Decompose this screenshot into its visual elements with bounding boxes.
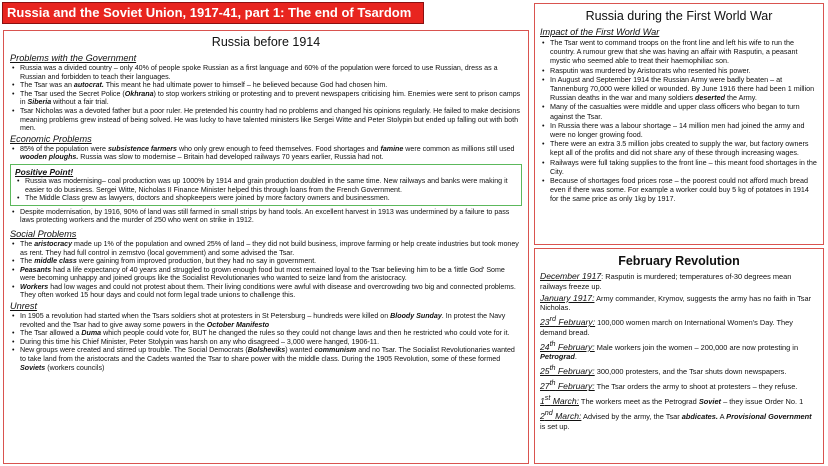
timeline-entry: January 1917: Army commander, Krymov, suggests the army has no faith in Tsar Nicholas.: [540, 292, 812, 313]
timeline-entry: 1st March: The workers meet as the Petrograd Soviet – they issue Order No. 1: [540, 394, 804, 407]
list-item: • Russia was a divided country – only 40% of people spoke Russian as a first language and 60% of the population were forced to use Russian, dress as a Russian and forbidden to teach their languages.: [10, 64, 522, 81]
social-list: [10, 240, 522, 300]
list-item: • The Middle Class grew as lawyers, doctors and shopkeepers were joined by more factory owners and businessmen.: [15, 194, 517, 203]
timeline-entry: 25th February: 300,000 protesters, and the Tsar shuts down newspapers.: [540, 364, 787, 377]
list-item: • During this time his Chief Minister, Peter Stolypin was harsh on any who disagreed – 3,000 were hanged, 1906-11.: [10, 338, 522, 347]
panel-title: Russia during the First World War: [585, 9, 773, 23]
section-heading-government: Problems with the Government: [10, 53, 137, 63]
section-heading-social: Social Problems: [10, 228, 77, 239]
list-item: • The Tsar allowed a Duma which people could vote for, BUT he changed the rules so they could not change laws and then he restricted who could vote for it.: [10, 329, 522, 338]
government-list: [10, 64, 522, 133]
first-world-war-panel: [534, 3, 824, 245]
timeline-entry: 27th February: The Tsar orders the army to shoot at protesters – they refuse.: [540, 379, 798, 392]
list-item: • In August and September 1914 the Russian Army were badly beaten – at Tannenburg 70,000 were killed or wounded. By June 1916 there had been 1 million Russian deaths in the war and many soldiers deserted the Army.: [540, 75, 818, 103]
list-item: • Rasputin was murdered by Aristocrats who resented his power.: [540, 66, 818, 75]
february-revolution-panel: [534, 248, 824, 464]
list-item: • Many of the casualties were middle and upper class officers who began to turn against the Tsar.: [540, 102, 818, 120]
war-list: [540, 38, 818, 204]
list-item: • The Tsar used the Secret Police (Okhrana) to stop workers striking or protesting and to prevent newspapers criticising him. Enemies were sent to prison camps in Siberia without a fair trial.: [10, 90, 522, 107]
list-item: • The Tsar went to command troops on the front line and left his wife to run the country. A rumour grew that she was having an affair with Rasputin, a peasant mystic who seemed able to treat their haemophiliac son.: [540, 38, 818, 66]
timeline-entry: December 1917: Rasputin is murdered; temperatures of-30 degrees mean railways freeze up.: [540, 271, 792, 291]
positive-point-heading: Positive Point!: [15, 166, 74, 177]
russia-before-1914-panel: [3, 30, 529, 464]
list-item: • Russia was modernising– coal production was up 1000% by 1914 and grain production doubled in the same time. New railways and banks were making it easier to do business. Sergei Witte, Nicholas II Finance Minister helped this through loans from the French Government.: [15, 177, 517, 194]
list-item: • In Russia there was a labour shortage – 14 million men had joined the army and were no longer growing food.: [540, 121, 818, 139]
list-item: • Railways were full taking supplies to the front line – this meant food shortages in the City.: [540, 158, 818, 176]
section-heading-economic: Economic Problems: [10, 133, 92, 144]
economic-list: [10, 145, 522, 162]
list-item: • Peasants had a life expectancy of 40 years and struggled to grown enough food but most remained loyal to the Tsar believing him to be a 'little God' Some were becoming unhappy and joined groups like the Socialist Revolutionaries who wanted to seize land from the aristocracy.: [10, 266, 522, 283]
timeline-entry: 23rd February: 100,000 women march on International Women's Day. They demand bread.: [540, 315, 793, 337]
unrest-list: [10, 312, 522, 372]
list-item: • Tsar Nicholas was a devoted father but a poor ruler. He pretended his country had no problems and changed his opinions regularly. He failed to make decisions meaning problems grew instead of being solved. He was lucky to have talented ministers like Sergei Witte and Peter Stolypin but ended up falling out with both men.: [10, 107, 522, 133]
positive-point-box: [10, 164, 522, 206]
timeline-entry: 2nd March: Advised by the army, the Tsar abdicates. A Provisional Government is set up.: [540, 409, 812, 431]
list-item: • The middle class were gaining from improved production, but they had no say in government.: [10, 257, 522, 266]
page-title: Russia and the Soviet Union, 1917-41, part 1: The end of Tsardom: [2, 2, 424, 24]
list-item: • 85% of the population were subsistence farmers who only grew enough to feed themselves. Food shortages and famine were common as millions still used wooden ploughs. Russia was slow to modernise – Britain had developed railways 70 years earlier, Russia had not.: [10, 145, 522, 162]
list-item: • The Tsar was an autocrat. This meant he had ultimate power to himself – he believed because God had chosen him.: [10, 81, 522, 90]
list-item: • Despite modernisation, by 1916, 90% of land was still farmed in small strips by hand tools. An excellent harvest in 1913 was undermined by a failure to pass laws protecting workers and the murder of 250 who went on strike in 1912.: [10, 208, 522, 225]
list-item: • Workers had low wages and could not protest about them. Their living conditions were awful with disease and overcrowding two big and connected problems. They often worked 15 hour days and could not form legal trade unions to challenge this.: [10, 283, 522, 300]
list-item: • The aristocracy made up 1% of the population and owned 25% of land – they did not build business, improve farming or help create industries but took money as rent. They had full control in zemstvo (local government) and some advised the Tsar.: [10, 240, 522, 257]
section-heading-impact: Impact of the First World War: [540, 27, 660, 37]
list-item: • There were an extra 3.5 million jobs created to supply the war, but factory owners kept all of the profits and did not share any of these through increasing wages.: [540, 139, 818, 157]
list-item: • In 1905 a revolution had started when the Tsars soldiers shot at protesters in St Petersburg – hundreds were killed on Bloody Sunday. In protest the Navy revolted and the Tsar had to give away some powers in the October Manifesto: [10, 312, 522, 329]
panel-title: February Revolution: [618, 254, 740, 268]
list-item: • Because of shortages food prices rose – the poorest could not afford much bread even if there was some. For example a worker could buy 5 kg of potatoes in 1914 for the same price as only 1kg by 1917.: [540, 176, 818, 204]
timeline-entry: 24th February: Male workers join the women – 200,000 are now protesting in Petrograd.: [540, 339, 799, 362]
section-heading-unrest: Unrest: [10, 301, 38, 312]
list-item: • New groups were created and stirred up trouble. The Social Democrats (Bolsheviks) wanted communism and no Tsar. The Socialist Revolutionaries wanted to take land from the aristocrats and the Cadets wanted the Tsar to share power with the middle class. During the 1905 Revolution, some of these formed Soviets (workers councils): [10, 346, 522, 372]
panel-title: Russia before 1914: [211, 35, 321, 49]
